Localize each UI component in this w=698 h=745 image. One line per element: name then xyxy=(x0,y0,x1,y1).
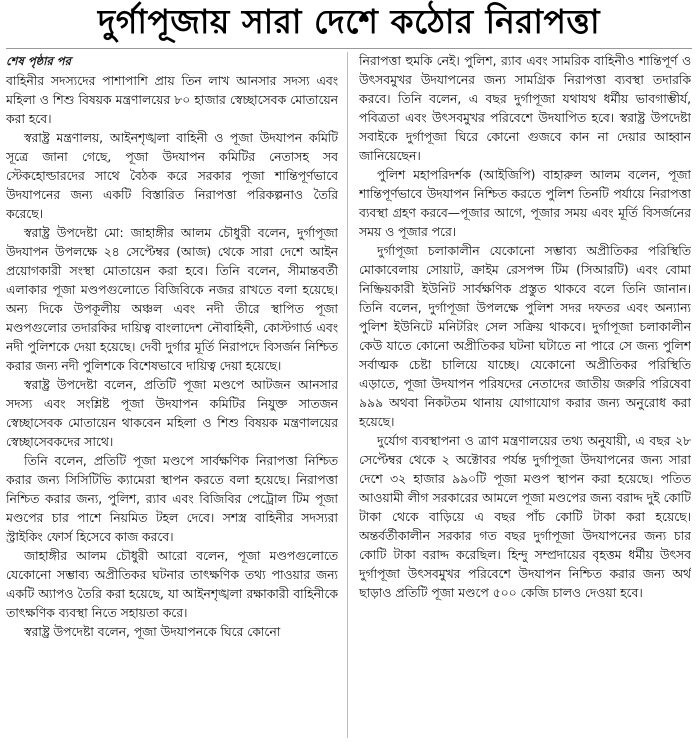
right-column xyxy=(359,52,691,742)
column-divider xyxy=(347,52,348,738)
paragraph: দুর্যোগ ব্যবস্থাপনা ও ত্রাণ মন্ত্রণালয়ের তথ্য অনুযায়ী, এ বছর ২৮ সেপ্টেম্বর থেকে ২ অক্টোবর পর্যন্ত দুর্গাপূজা উদযাপনের জন্য সারা দেশে ৩২ হাজার ৯৯০টি পূজা মণ্ডপ স্থাপন করা হয়েছে। পতিত আওয়ামী লীগ সরকারের আমলে পূজা মণ্ডপের জন্য বরাদ্দ দুই কোটি টাকা থেকে বাড়িয়ে এ বছর পাঁচ কোটি টাকা করা হয়েছে। অন্তর্বর্তীকালীন সরকার গত বছর দুর্গাপূজা উদযাপনের জন্য চার কোটি টাকা বরাদ্দ করেছিল। হিন্দু সম্প্রদায়ের বৃহত্তম ধর্মীয় উৎসব দুর্গাপূজা উৎসবমুখর পরিবেশে উদযাপন নিশ্চিত করার জন্য অর্থ ছাড়াও প্রতিটি পূজা মণ্ডপে ৫০০ কেজি চালও দেওয়া হবে। xyxy=(359,434,691,600)
paragraph: তিনি বলেন, প্রতিটি পূজা মণ্ডপে সার্বক্ষণিক নিরাপত্তা নিশ্চিত করার জন্য সিসিটিভি ক্যামেরা স্থাপন করতে বলা হয়েছে। নিরাপত্তা নিশ্চিত করার জন্য, পুলিশ, র‍্যাব এবং বিজিবির পেট্রোল টিম পূজা মণ্ডপের চার পাশে নিয়মিত টহল দেবে। সশস্ত্র বাহিনীর সদস্যরা স্ট্রাইকিং ফোর্স হিসেবে কাজ করবে। xyxy=(6,454,338,544)
paragraph: নিরাপত্তা হুমকি নেই। পুলিশ, র‍্যাব এবং সামরিক বাহিনীও শান্তিপূর্ণ ও উৎসবমুখর উদযাপনের জন্য সামগ্রিক নিরাপত্তা ব্যবস্থা তদারকি করবে। তিনি বলেন, এ বছর দুর্গাপূজা যথাযথ ধর্মীয় ভাবগাম্ভীর্য, পবিত্রতা এবং উৎসবমুখর পরিবেশে উদযাপিত হবে। স্বরাষ্ট্র উপদেষ্টা সবাইকে দুর্গাপূজা ঘিরে কোনো গুজবে কান না দেয়ার আহ্বান জানিয়েছেন। xyxy=(359,54,691,163)
paragraph: জাহাঙ্গীর আলম চৌধুরী আরো বলেন, পূজা মণ্ডপগুলোতে যেকোনো সম্ভাব্য অপ্রীতিকর ঘটনার তাৎক্ষণিক তথ্য পাওয়ার জন্য একটি অ্যাপও তৈরি করা হয়েছে, যা আইনশৃঙ্খলা রক্ষাকারী বাহিনীকে তাৎক্ষণিক ব্যবস্থা নিতে সহায়তা করে। xyxy=(6,549,338,620)
paragraph: স্বরাষ্ট্র মন্ত্রণালয়, আইনশৃঙ্খলা বাহিনী ও পূজা উদযাপন কমিটি সূত্রে জানা গেছে, পূজা উদযাপন কমিটির নেতাসহ সব স্টেকহোল্ডারদের সাথে বৈঠক করে সরকার পূজা শান্তিপূর্ণভাবে উদযাপনের জন্য একটি বিস্তারিত নিরাপত্তা পরিকল্পনাও তৈরি করেছে। xyxy=(6,131,338,221)
continued-from-label: শেষ পৃষ্ঠার পর xyxy=(6,54,71,68)
left-column xyxy=(6,52,338,742)
paragraph: পুলিশ মহাপরিদর্শক (আইজিপি) বাহারুল আলম বলেন, পূজা শান্তিপূর্ণভাবে উদযাপন নিশ্চিত করতে পুলিশ তিনটি পর্যায়ে নিরাপত্তা ব্যবস্থা গ্রহণ করবে—পূজার আগে, পূজার সময় এবং মূর্তি বিসর্জনের সময় ও পূজার পরে। xyxy=(359,168,691,239)
paragraph: বাহিনীর সদস্যদের পাশাপাশি প্রায় তিন লাখ আনসার সদস্য এবং মহিলা ও শিশু বিষয়ক মন্ত্রণালয়ের ৮০ হাজার স্বেচ্ছাসেবক মোতায়েন করা হবে। xyxy=(6,74,338,126)
headline: দুর্গাপূজায় সারা দেশে কঠোর নিরাপত্তা xyxy=(97,2,601,41)
paragraph: স্বরাষ্ট্র উপদেষ্টা বলেন, প্রতিটি পূজা মণ্ডপে আটজন আনসার সদস্য এবং সংশ্লিষ্ট পূজা উদযাপন কমিটির নিযুক্ত সাতজন স্বেচ্ছাসেবক মোতায়েন থাকবেন মহিলা ও শিশু বিষয়ক মন্ত্রণালয়ের স্বেচ্ছাসেবকদের সাথে। xyxy=(6,378,338,449)
paragraph: স্বরাষ্ট্র উপদেষ্টা বলেন, পূজা উদযাপনকে ঘিরে কোনো xyxy=(24,625,281,639)
paragraph: দুর্গাপূজা চলাকালীন যেকোনো সম্ভাব্য অপ্রীতিকর পরিস্থিতি মোকাবেলায় সোয়াট, ক্রাইম রেসপন্স টিম (সিআরটি) এবং বোমা নিষ্ক্রিয়কারী ইউনিট সার্বক্ষণিক প্রস্তুত থাকবে বলে তিনি জানান। তিনি বলেন, দুর্গাপূজা উপলক্ষে পুলিশ সদর দফতর এবং অন্যান্য পুলিশ ইউনিটে মনিটরিং সেল সক্রিয় থাকবে। দুর্গাপূজা চলাকালীন কেউ যাতে কোনো অপ্রীতিকর ঘটনা ঘটাতে না পারে সে জন্য পুলিশ সর্বাত্মক চেষ্টা চালিয়ে যাচ্ছে। যেকোনো অপ্রীতিকর পরিস্থিতি এড়াতে, পূজা উদযাপন পরিষদের নেতাদের জাতীয় জরুরি পরিষেবা ৯৯৯ অথবা নিকটতম থানায় যোগাযোগ করার জন্য অনুরোধ করা হয়েছে। xyxy=(359,244,691,429)
headline-rule xyxy=(6,48,692,49)
paragraph: স্বরাষ্ট্র উপদেষ্টা মো: জাহাঙ্গীর আলম চৌধুরী বলেন, দুর্গাপূজা উদযাপন উপলক্ষে ২৪ সেপ্টেম্বর (আজ) থেকে সারা দেশে আইন প্রয়োগকারী সংস্থা মোতায়েন করা হবে। তিনি বলেন, সীমান্তবর্তী এলাকার পূজা মণ্ডপগুলোতে বিজিবিকে নজর রাখতে বলা হয়েছে। অন্য দিকে উপকূলীয় অঞ্চল এবং নদী তীরে স্থাপিত পূজা মণ্ডপগুলোর তদারকির দায়িত্ব বাংলাদেশ নৌবাহিনী, কোস্টগার্ড এবং নদী পুলিশকে দেয়া হয়েছে। দেবী দুর্গার মূর্তি নিরাপদে বিসর্জন নিশ্চিত করার জন্য নদী পুলিশকে বিশেষভাবে দায়িত্ব দেয়া হয়েছে। xyxy=(6,226,338,373)
